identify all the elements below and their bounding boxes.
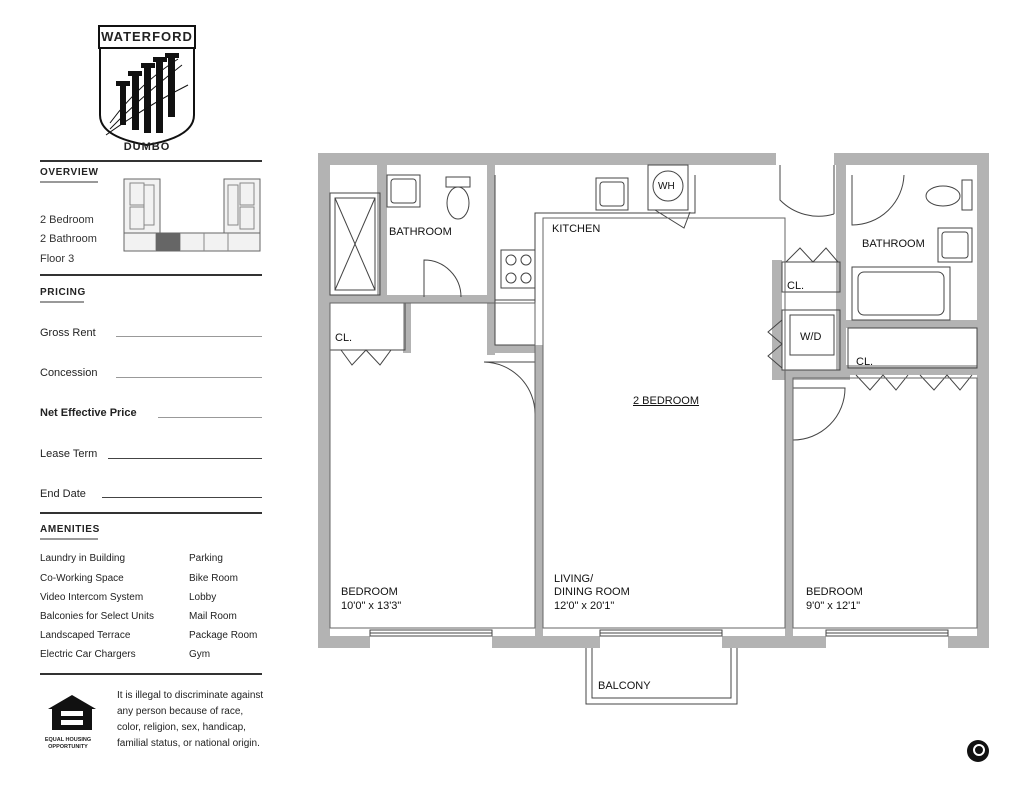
amenity-item: Balconies for Select Units: [40, 611, 154, 622]
bedroom-1-size: 10'0" x 13'3": [341, 600, 402, 612]
amenities-heading: AMENITIES: [40, 524, 100, 535]
overview-heading: OVERVIEW: [40, 167, 99, 178]
closet-label: CL.: [335, 332, 353, 344]
overview-floor: Floor 3: [40, 253, 75, 265]
pricing-heading: PRICING: [40, 287, 86, 298]
amenity-item: Lobby: [189, 592, 217, 603]
legal-notice: It is illegal to discriminate against any person because of race, color, religion, sex, handicap, familial status, or national origin.: [117, 690, 264, 749]
bathroom-2-label: BATHROOM: [862, 238, 925, 250]
closet-label: CL.: [856, 356, 874, 368]
concession-label: Concession: [40, 367, 98, 379]
brand-name: WATERFORD: [98, 25, 196, 49]
overview-bedrooms: 2 Bedroom: [40, 214, 94, 226]
amenity-item: Parking: [189, 553, 223, 564]
kitchen-label: KITCHEN: [552, 223, 601, 235]
amenity-item: Package Room: [189, 630, 258, 641]
amenity-item: Bike Room: [189, 573, 238, 584]
amenity-item: Co-Working Space: [40, 573, 124, 584]
equal-housing-label: EQUAL HOUSING OPPORTUNITY: [44, 737, 92, 750]
water-heater-label: WH: [658, 181, 675, 192]
living-label: LIVING/: [554, 573, 594, 585]
unit-title: 2 BEDROOM: [633, 395, 700, 407]
bedroom-2-label: BEDROOM: [806, 586, 863, 598]
amenity-item: Laundry in Building: [40, 553, 126, 564]
bedroom-1-label: BEDROOM: [341, 586, 398, 598]
closet-label: CL.: [787, 280, 805, 292]
amenity-item: Gym: [189, 649, 211, 660]
amenity-item: Mail Room: [189, 611, 237, 622]
app-logo-icon: [967, 740, 989, 762]
bedroom-2-size: 9'0" x 12'1": [806, 600, 861, 612]
living-size: 12'0" x 20'1": [554, 600, 615, 612]
balcony-label: BALCONY: [598, 680, 651, 692]
amenity-item: Electric Car Chargers: [40, 649, 136, 660]
gross-rent-label: Gross Rent: [40, 327, 96, 339]
end-date-label: End Date: [40, 488, 86, 500]
amenity-item: Landscaped Terrace: [40, 630, 131, 641]
overview-bathrooms: 2 Bathroom: [40, 233, 97, 245]
bathroom-1-label: BATHROOM: [389, 226, 452, 238]
amenity-item: Video Intercom System: [40, 592, 144, 603]
net-effective-label: Net Effective Price: [40, 407, 137, 419]
washer-dryer-label: W/D: [800, 331, 822, 343]
living-label-2: DINING ROOM: [554, 586, 630, 598]
brand-sub: DUMBO: [123, 141, 171, 153]
lease-term-label: Lease Term: [40, 448, 98, 460]
